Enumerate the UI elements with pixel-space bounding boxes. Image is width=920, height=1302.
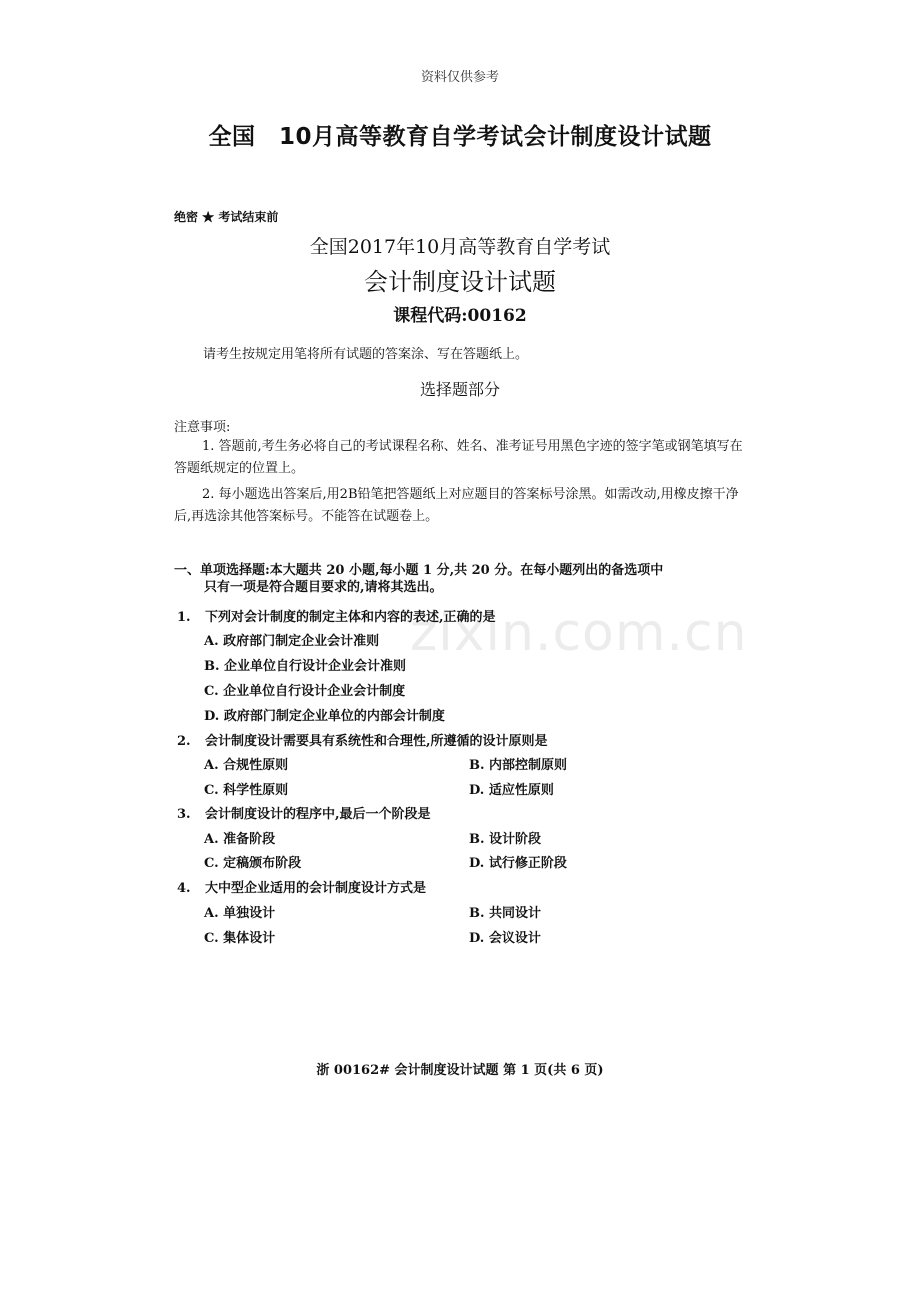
question-number: 3. xyxy=(177,807,191,822)
question-text: 会计制度设计需要具有系统性和合理性,所遵循的设计原则是 xyxy=(205,734,548,749)
part-intro xyxy=(174,562,754,596)
notice-item-1: 1. 答题前,考生务必将自己的考试课程名称、姓名、准考证号用黑色字迹的签字笔或钢笔填写在答题纸规定的位置上。 xyxy=(174,439,743,476)
course-code: 课程代码:00162 xyxy=(393,306,527,326)
q1-option-d: D. 政府部门制定企业单位的内部会计制度 xyxy=(204,709,445,724)
question-2 xyxy=(177,730,548,749)
q4-option-d: D. 会议设计 xyxy=(469,931,541,946)
exam-title: 会计制度设计试题 xyxy=(364,268,556,296)
instruction: 请考生按规定用笔将所有试题的答案涂、写在答题纸上。 xyxy=(203,347,529,362)
watermark: zixin.com.cn xyxy=(410,603,748,663)
q3-option-d: D. 试行修正阶段 xyxy=(469,856,567,871)
q1-option-b: B. 企业单位自行设计企业会计准则 xyxy=(204,659,407,674)
question-number: 2. xyxy=(177,734,191,749)
q2-option-b: B. 内部控制原则 xyxy=(469,758,568,773)
q2-option-c: C. 科学性原则 xyxy=(204,783,289,798)
q1-option-a: A. 政府部门制定企业会计准则 xyxy=(204,634,380,649)
q4-option-b: B. 共同设计 xyxy=(469,906,542,921)
section-heading: 选择题部分 xyxy=(419,380,500,399)
q1-option-c: C. 企业单位自行设计企业会计制度 xyxy=(204,684,406,699)
part-intro-line2: 只有一项是符合题目要求的,请将其选出。 xyxy=(204,580,443,595)
q3-option-a: A. 准备阶段 xyxy=(204,832,276,847)
exam-subtitle: 全国2017年10月高等教育自学考试 xyxy=(309,236,611,258)
question-1 xyxy=(177,606,496,625)
question-number: 4. xyxy=(177,881,191,896)
main-title: 全国 10月高等教育自学考试会计制度设计试题 xyxy=(208,124,712,150)
question-text: 下列对会计制度的制定主体和内容的表述,正确的是 xyxy=(205,610,496,625)
notice-item-2: 2. 每小题选出答案后,用2B铅笔把答题纸上对应题目的答案标号涂黑。如需改动,用橡皮擦干净后,再选涂其他答案标号。不能答在试题卷上。 xyxy=(174,487,739,524)
secret-label: 绝密 ★ 考试结束前 xyxy=(174,210,279,224)
question-number: 1. xyxy=(177,610,191,625)
part-intro-line1: 一、单项选择题:本大题共 20 小题,每小题 1 分,共 20 分。在每小题列出的备选项中 xyxy=(174,563,664,578)
q3-option-b: B. 设计阶段 xyxy=(469,832,542,847)
q2-option-a: A. 合规性原则 xyxy=(204,758,289,773)
question-text: 会计制度设计的程序中,最后一个阶段是 xyxy=(205,807,431,822)
notice-heading: 注意事项: xyxy=(174,420,231,435)
header-note: 资料仅供参考 xyxy=(420,70,499,85)
q2-option-d: D. 适应性原则 xyxy=(469,783,554,798)
q3-option-c: C. 定稿颁布阶段 xyxy=(204,856,302,871)
question-3 xyxy=(177,803,431,822)
q4-option-c: C. 集体设计 xyxy=(204,931,276,946)
q4-option-a: A. 单独设计 xyxy=(204,906,276,921)
question-4 xyxy=(177,877,426,896)
page-footer: 浙 00162# 会计制度设计试题 第 1 页(共 6 页) xyxy=(316,1063,604,1078)
question-text: 大中型企业适用的会计制度设计方式是 xyxy=(205,881,427,896)
